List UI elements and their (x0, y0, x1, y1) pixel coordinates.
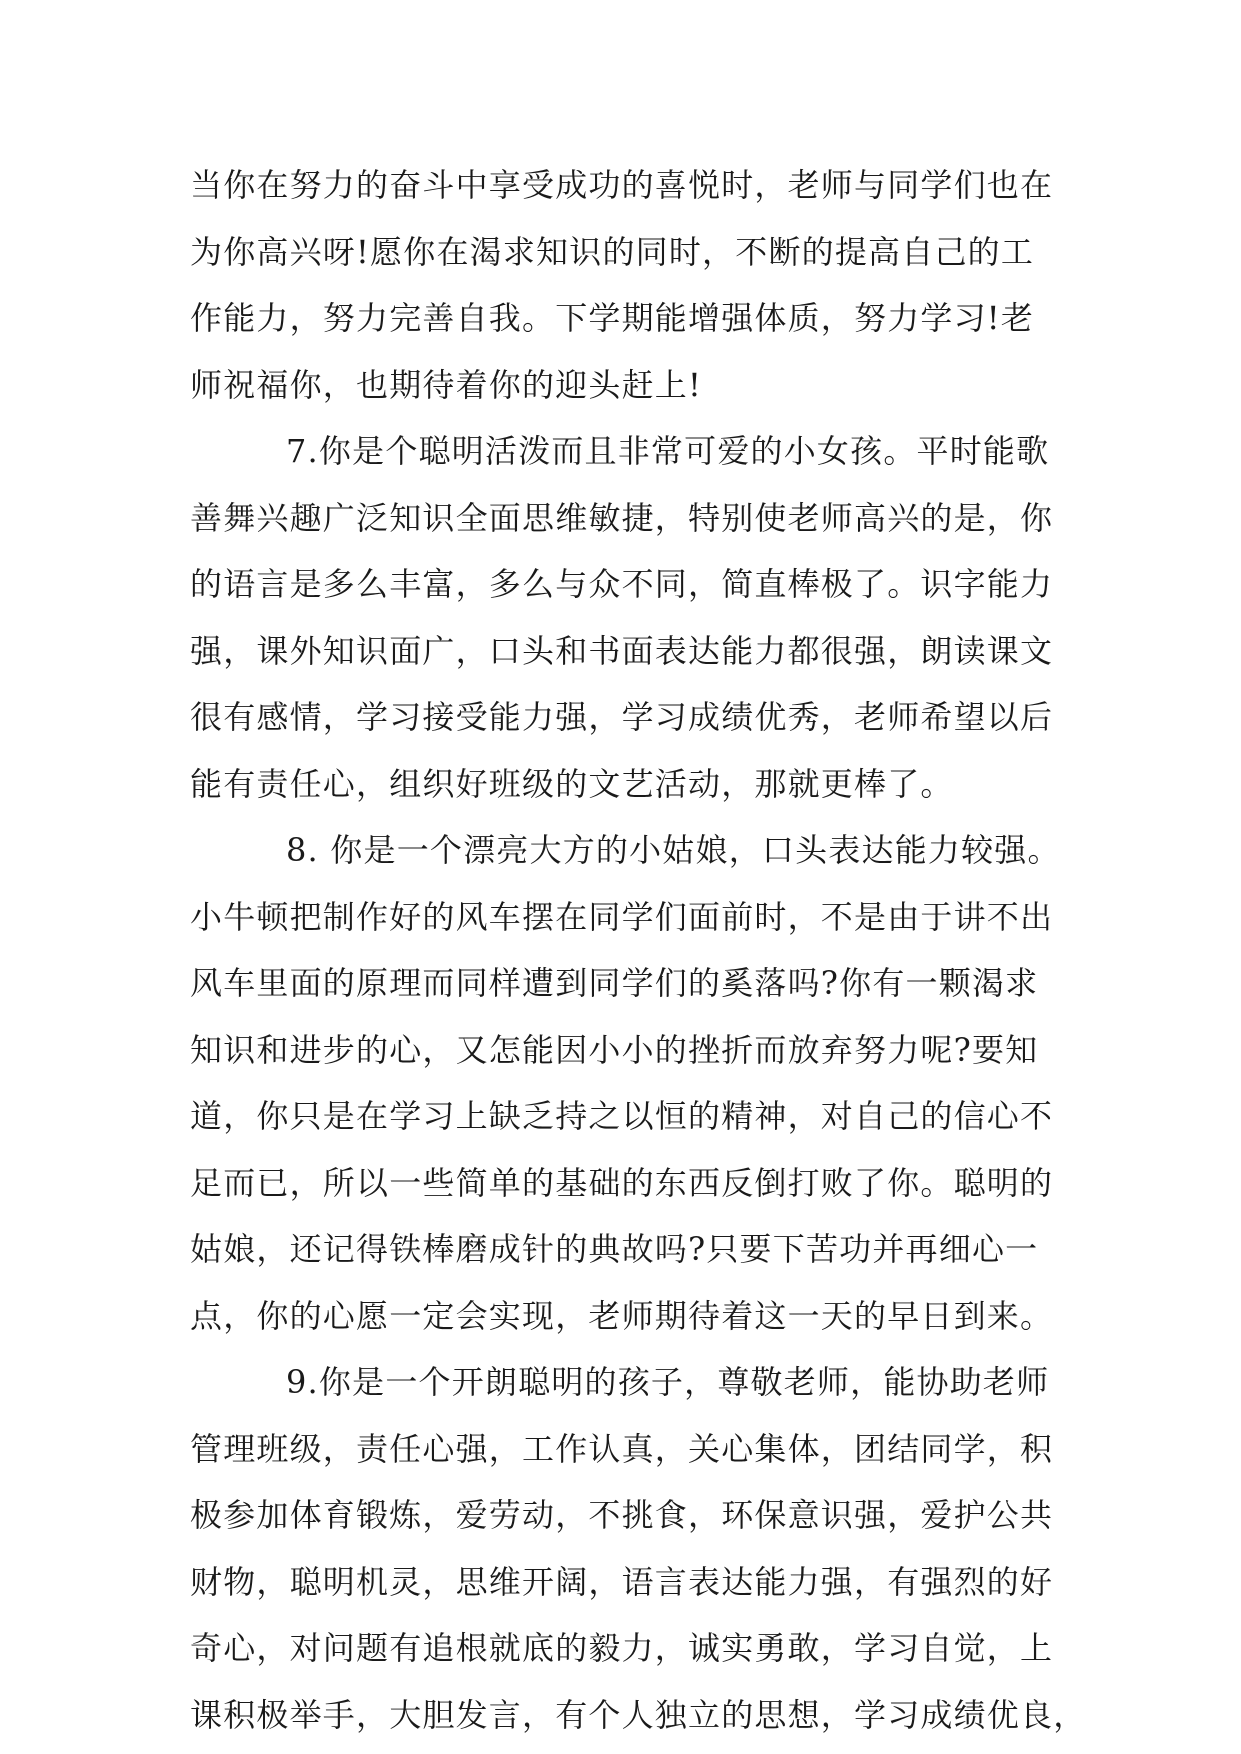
text-line: 的语言是多么丰富，多么与众不同，简直棒极了。识字能力 (190, 565, 1054, 603)
text-line: 姑娘，还记得铁棒磨成针的典故吗?只要下苦功并再细心一 (190, 1230, 1039, 1268)
text-line: 为你高兴呀!愿你在渴求知识的同时，不断的提高自己的工 (190, 232, 1035, 271)
text-line: 课积极举手，大胆发言，有个人独立的思想，学习成绩优良， (190, 1695, 1087, 1734)
text-line: 财物，聪明机灵，思维开阔，语言表达能力强，有强烈的好 (190, 1562, 1054, 1601)
text-line: 足而已，所以一些简单的基础的东西反倒打败了你。聪明的 (190, 1163, 1054, 1202)
text-line: 极参加体育锻炼，爱劳动，不挑食，环保意识强，爱护公共 (190, 1496, 1054, 1534)
paragraph-9 (190, 1349, 1087, 1748)
text-line: 9.你是一个开朗聪明的孩子，尊敬老师，能协助老师 (286, 1363, 1050, 1401)
paragraph-continuation (190, 152, 1056, 418)
text-line: 小牛顿把制作好的风车摆在同学们面前时，不是由于讲不出 (190, 897, 1054, 936)
paragraph-8 (190, 817, 1061, 1349)
text-line: 当你在努力的奋斗中享受成功的喜悦时，老师与同学们也在 (190, 166, 1054, 204)
text-line: 作能力，努力完善自我。下学期能增强体质，努力学习!老 (190, 299, 1035, 337)
text-line: 强，课外知识面广，口头和书面表达能力都很强，朗读课文 (190, 631, 1054, 670)
text-line: 7.你是个聪明活泼而且非常可爱的小女孩。平时能歌 (286, 432, 1050, 470)
text-line: 知识和进步的心，又怎能因小小的挫折而放弃努力呢?要知 (190, 1030, 1039, 1069)
text-line: 风车里面的原理而同样遭到同学们的奚落吗?你有一颗渴求 (190, 964, 1039, 1002)
document-body (190, 152, 1087, 1748)
text-line: 道，你只是在学习上缺乏持之以恒的精神，对自己的信心不 (190, 1097, 1054, 1135)
text-line: 奇心，对问题有追根就底的毅力，诚实勇敢，学习自觉，上 (190, 1629, 1054, 1667)
text-line: 8. 你是一个漂亮大方的小姑娘，口头表达能力较强。 (286, 831, 1061, 869)
paragraph-7 (190, 418, 1056, 817)
text-line: 点，你的心愿一定会实现，老师期待着这一天的早日到来。 (190, 1296, 1054, 1335)
text-line: 师祝福你，也期待着你的迎头赶上! (190, 365, 703, 404)
text-line: 管理班级，责任心强，工作认真，关心集体，团结同学，积 (190, 1429, 1054, 1468)
text-line: 很有感情，学习接受能力强，学习成绩优秀，老师希望以后 (190, 698, 1054, 736)
text-line: 善舞兴趣广泛知识全面思维敏捷，特别使老师高兴的是，你 (190, 498, 1054, 537)
text-line: 能有责任心，组织好班级的文艺活动，那就更棒了。 (190, 764, 954, 803)
